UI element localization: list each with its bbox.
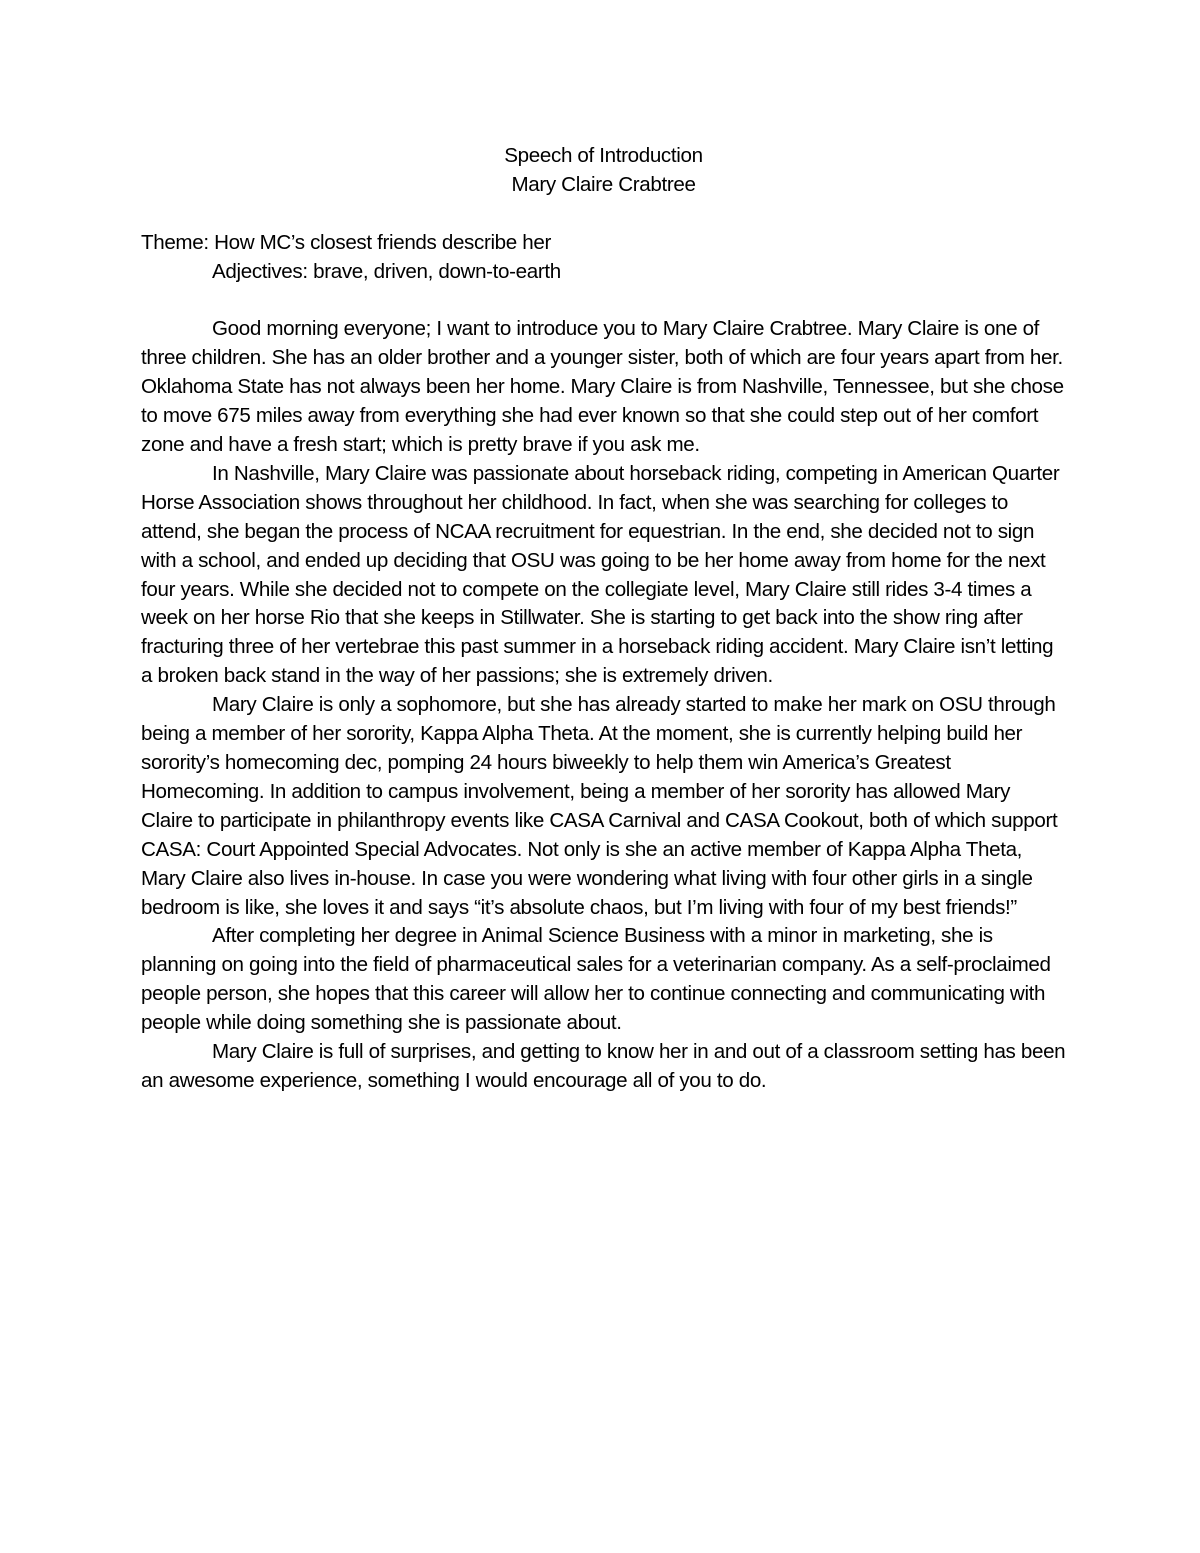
paragraph-1: Good morning everyone; I want to introduce you to Mary Claire Crabtree. Mary Claire is one of three children. She has an older brother and a younger sister, both of which are four years apart from her. Oklahoma State has not always been her home. Mary Claire is from Nashville, Tennessee, but she chose to move 675 miles away from everything she had ever known so that she could step out of her comfort zone and have a fresh start; which is pretty brave if you ask me.	[141, 317, 1064, 457]
adjectives-line: Adjectives: brave, driven, down-to-earth	[212, 259, 561, 283]
paragraph-2: In Nashville, Mary Claire was passionate about horseback riding, competing in American Quarter Horse Association shows throughout her childhood. In fact, when she was searching for colleges to attend, she began the process of NCAA recruitment for equestrian. In the end, she decided not to sign with a school, and ended up deciding that OSU was going to be her home away from home for the next four years. While she decided not to compete on the collegiate level, Mary Claire still rides 3-4 times a week on her horse Rio that she keeps in Stillwater. She is starting to get back into the show ring after fracturing three of her vertebrae this past summer in a horseback riding accident. Mary Claire isn’t letting a broken back stand in the way of her passions; she is extremely driven.	[141, 461, 1060, 688]
spacer	[141, 287, 1066, 316]
spacer	[141, 200, 1066, 229]
paragraph-3: Mary Claire is only a sophomore, but she has already started to make her mark on OSU through being a member of her sorority, Kappa Alpha Theta. At the moment, she is currently helping build her sorority’s homecoming dec, pomping 24 hours biweekly to help them win America’s Greatest Homecoming. In addition to campus involvement, being a member of her sorority has allowed Mary Claire to participate in philanthropy events like CASA Carnival and CASA Cookout, both of which support CASA: Court Appointed Special Advocates. Not only is she an active member of Kappa Alpha Theta, Mary Claire also lives in-house. In case you were wondering what living with four other girls in a single bedroom is like, she loves it and says “it’s absolute chaos, but I’m living with four of my best friends!”	[141, 693, 1058, 919]
document-body	[141, 142, 1066, 1096]
paragraph-4: After completing her degree in Animal Science Business with a minor in marketing, she is planning on going into the field of pharmaceutical sales for a veterinarian company. As a self-proclaimed people person, she hopes that this career will allow her to continue connecting and communicating with people while doing something she is passionate about.	[141, 924, 1051, 1035]
paragraph-5: Mary Claire is full of surprises, and getting to know her in and out of a classroom setting has been an awesome experience, something I would encourage all of you to do.	[141, 1040, 1066, 1092]
document-title: Speech of Introduction	[504, 144, 703, 167]
theme-line: Theme: How MC’s closest friends describe her	[141, 230, 551, 254]
document-author: Mary Claire Crabtree	[511, 172, 696, 196]
